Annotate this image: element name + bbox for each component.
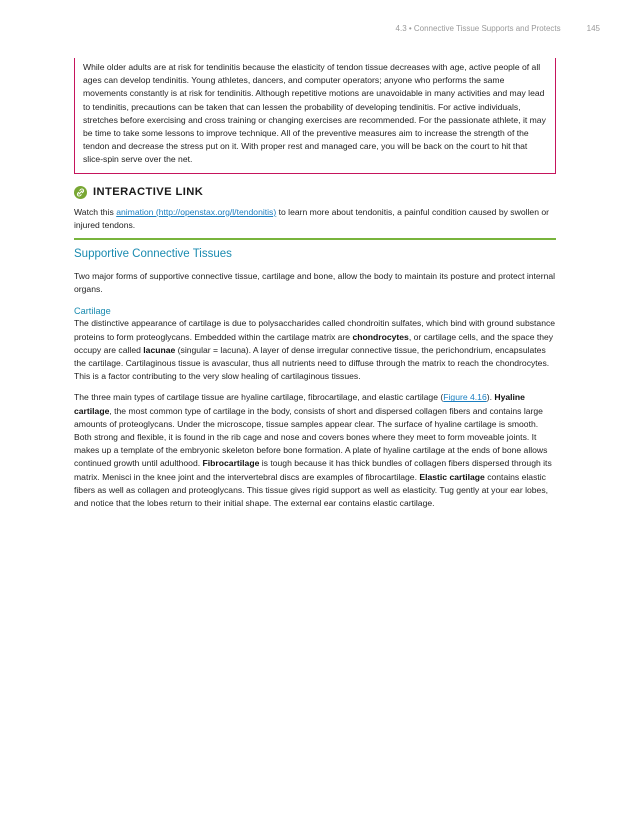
term-fibrocartilage: Fibrocartilage (202, 458, 260, 469)
term-lacunae: lacunae (143, 344, 176, 355)
cartilage-paragraph-2 (74, 391, 556, 510)
cartilage-paragraph-1 (74, 317, 556, 383)
text-run: contains elastic fibers as well as collagen and proteoglycans. This tissue gives rigid support as well as elasticity. Tug gently at your ear lobes, and notice that the lobes return to their initial shape. The external ear contains elastic cartilage. (74, 471, 549, 509)
interactive-link-box (74, 186, 556, 240)
subsection-title-cartilage: Cartilage (74, 306, 111, 317)
tendonitis-animation-link[interactable]: animation (http://openstax.org/l/tendonitis) (116, 206, 277, 217)
text-run: is tough because it has thick bundles of collagen fibers dispersed through its matrix. Menisci in the knee joint and the intervertebral discs are examples of fibrocartilage. (74, 458, 552, 482)
feature-box-tendinitis (74, 58, 556, 174)
paragraph-gap (74, 383, 556, 391)
page-number: 145 (586, 24, 600, 33)
header-section-title: 4.3 • Connective Tissue Supports and Protects (395, 24, 561, 33)
term-hyaline-cartilage: Hyaline cartilage (74, 392, 525, 416)
green-divider (74, 238, 556, 240)
link-chain-icon (74, 186, 87, 199)
running-header (396, 24, 600, 33)
text-run: , the most common type of cartilage in the body, consists of short and dispersed collagen fibers and contains large amounts of proteoglycans. Under the microscope, tissue samples appear clear. The surface of hyaline cartilage is smooth. Both strong and flexible, it is found in the rib cage and nose and covers bones where they meet to form moveable joints. It makes up a template of the embryonic skeleton before bone formation. A plate of hyaline cartilage at the ends of bone allows continued growth until adulthood. (74, 405, 548, 469)
feature-box-text: While older adults are at risk for tendinitis because the elasticity of tendon tissue decreases with age, active people of all ages can develop tendinitis. Young athletes, dancers, and computer operators; anyone who performs the same movements constantly is at risk for tendinitis. Although repetitive motions are unavoidable in many activities and may lead to tendinitis, precautions can be taken that can lessen the probability of developing tendinitis. For active individuals, stretches before exercising and cross training or changing exercises are recommended. For the passionate athlete, it may be time to take some lessons to improve technique. All of the preventive measures aim to increase the strength of the tendon and decrease the stress put on it. With proper rest and managed care, you will be back on the court to hit that slice-spin serve over the net. (83, 62, 546, 165)
text-run: (singular = lacuna). A layer of dense irregular connective tissue, the perichondrium, encapsulates the cartilage. Cartilaginous tissue is avascular, thus all nutrients need to diffuse through the matrix to reach the chondrocytes. This is a factor contributing to the very slow healing of cartilaginous tissues. (74, 344, 550, 382)
interactive-link-heading (74, 186, 556, 199)
text-run: The distinctive appearance of cartilage is due to polysaccharides called chondroitin sulfates, which bind with ground substance proteins to form proteoglycans. Embedded within the cartilage matrix are (74, 318, 556, 342)
text-run: , or cartilage cells, and the space they occupy are called (74, 331, 554, 355)
section-title-supportive-connective-tissues: Supportive Connective Tissues (74, 248, 232, 261)
text-run: The three main types of cartilage tissue are hyaline cartilage, fibrocartilage, and elastic cartilage ( (74, 392, 444, 403)
term-chondrocytes: chondrocytes (352, 331, 409, 342)
figure-4-16-link[interactable]: Figure 4.16 (443, 392, 487, 403)
interactive-link-before: Watch this (74, 206, 117, 217)
term-elastic-cartilage: Elastic cartilage (419, 471, 485, 482)
section-intro-paragraph: Two major forms of supportive connective tissue, cartilage and bone, allow the body to maintain its posture and protect internal organs. (74, 271, 556, 295)
main-content (74, 58, 556, 510)
interactive-link-after: to learn more about tendonitis, a painful condition caused by swollen or injured tendons. (74, 206, 549, 230)
interactive-link-text (74, 206, 556, 232)
text-run: ). (486, 392, 495, 403)
interactive-link-title: INTERACTIVE LINK (93, 186, 204, 199)
